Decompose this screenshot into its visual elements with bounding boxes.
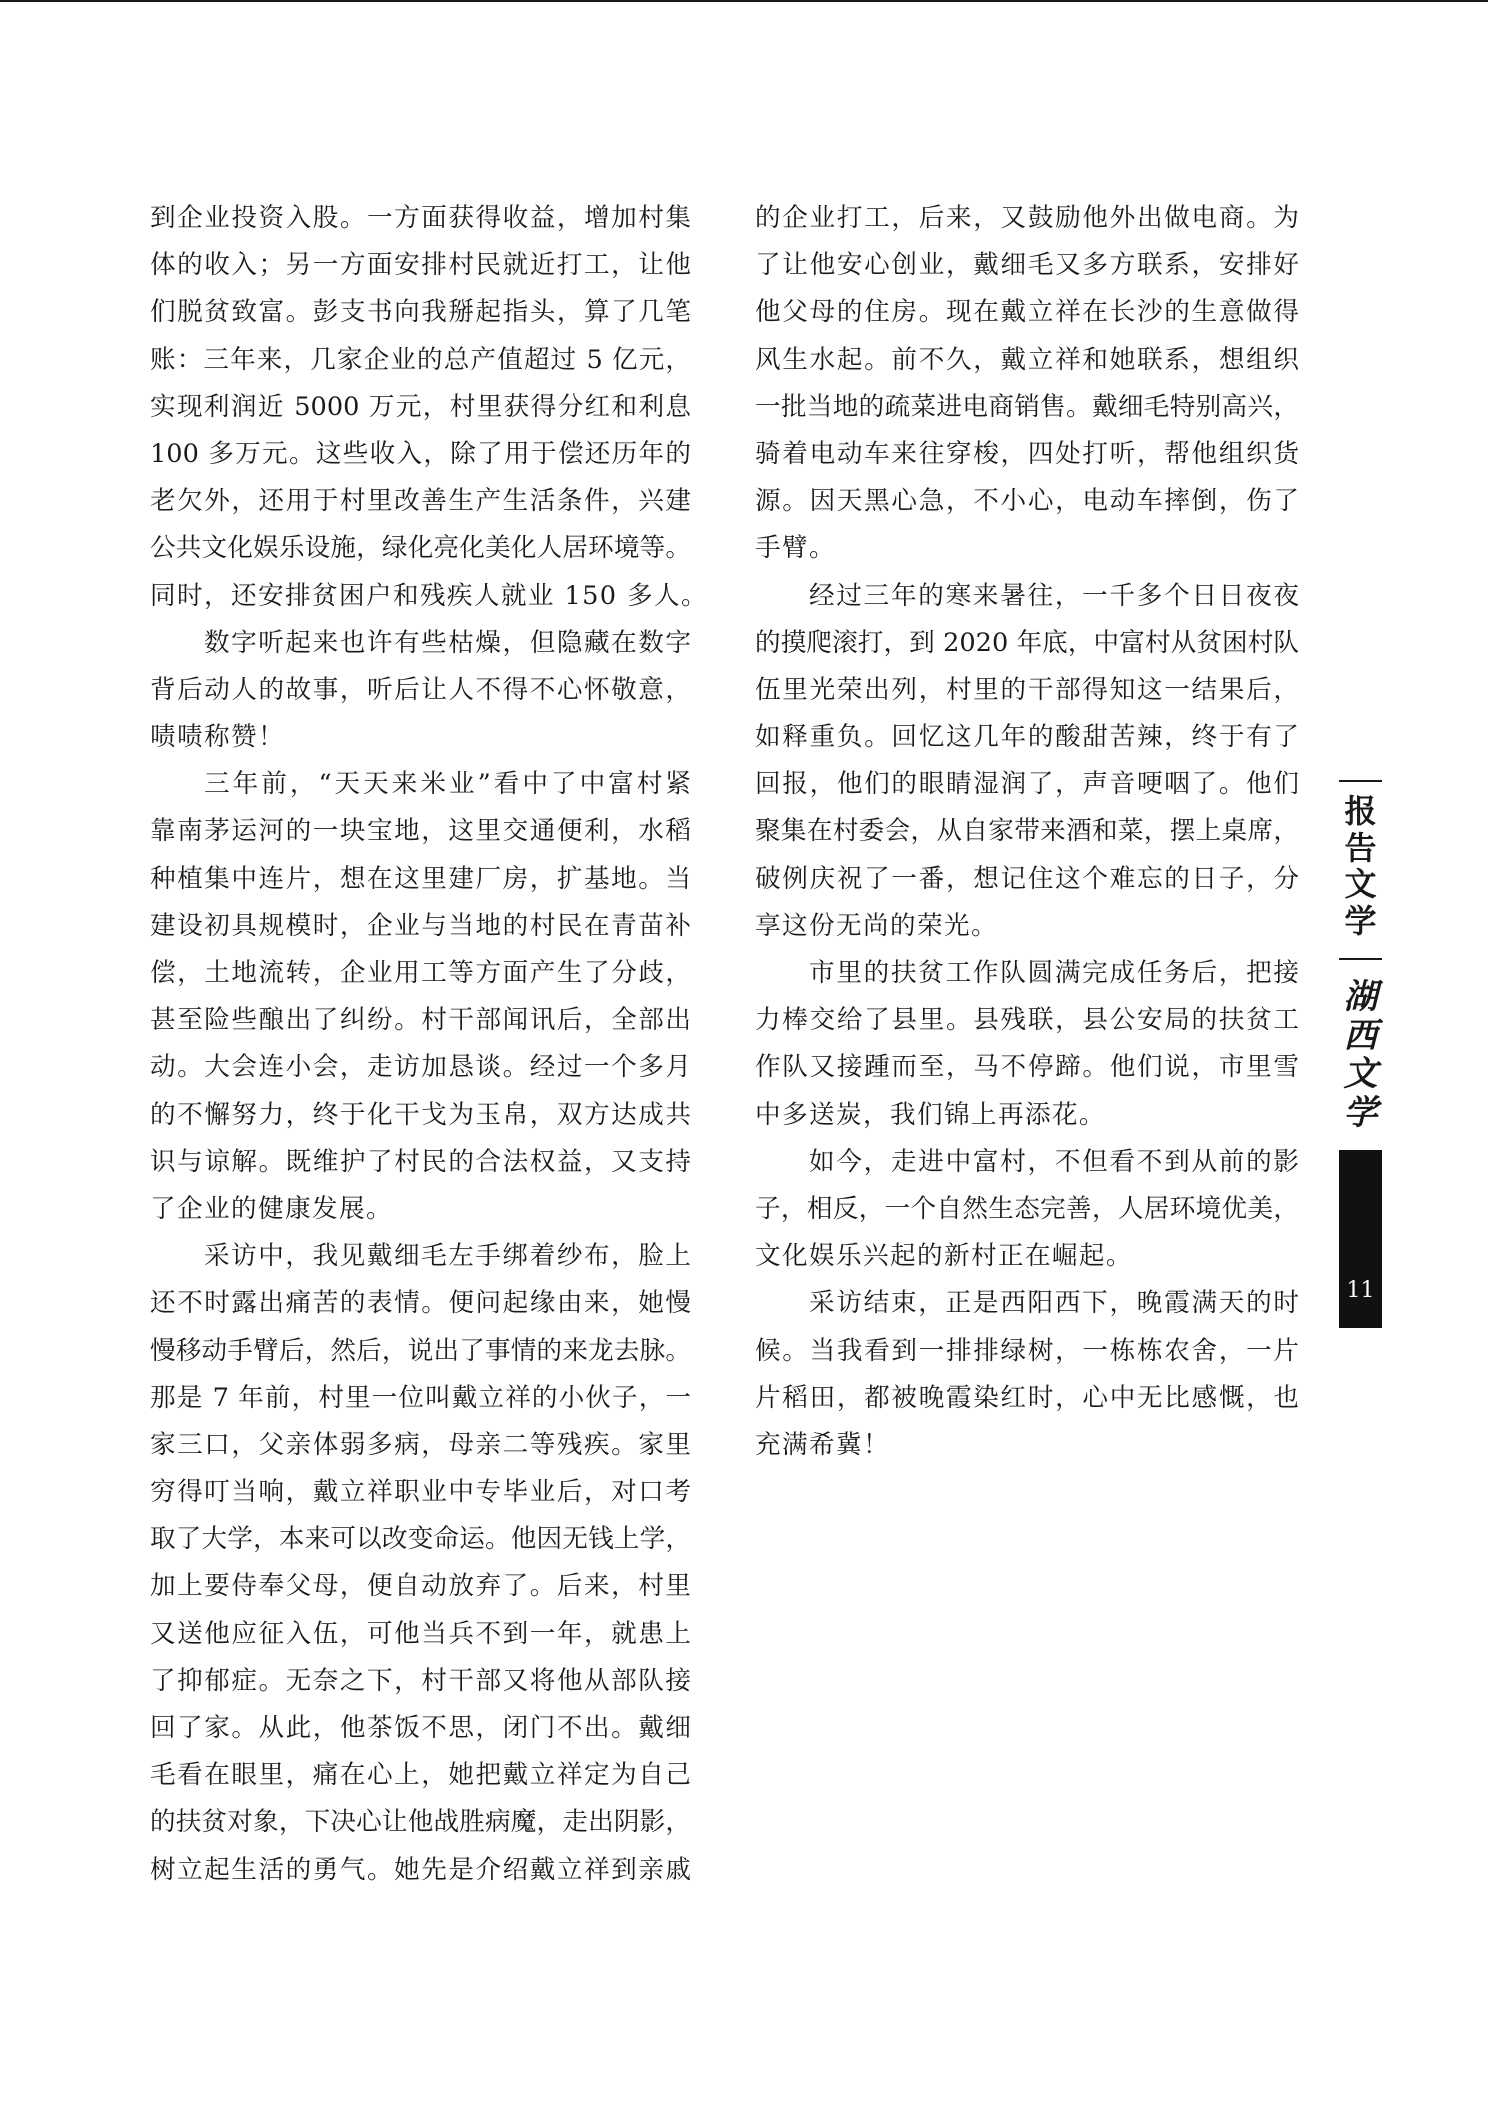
text-line: 加上要侍奉父母，便自动放弃了。后来，村里 [150, 1571, 691, 1602]
magazine-logo: 湖西文学 [1343, 977, 1378, 1133]
text-line: 享这份无尚的荣光。 [755, 910, 998, 941]
text-line: 中多送炭，我们锦上再添花。 [755, 1099, 1106, 1130]
text-line: 子，相反，一个自然生态完善，人居环境优美， [755, 1193, 1299, 1224]
text-line: 慢移动手臂后，然后，说出了事情的来龙去脉。 [150, 1335, 691, 1366]
text-line: 的不懈努力，终于化干戈为玉帛，双方达成共 [150, 1099, 691, 1130]
text-line: 回了家。从此，他茶饭不思，闭门不出。戴细 [150, 1713, 691, 1743]
text-column-right [755, 195, 1299, 1469]
text-line: 了抑郁症。无奈之下，村干部又将他从部队接 [150, 1665, 691, 1696]
text-line: 背后动人的故事，听后让人不得不心怀敬意， [150, 674, 691, 705]
text-line: 穷得叮当响，戴立祥职业中专毕业后，对口考 [150, 1477, 691, 1508]
text-line: 家三口，父亲体弱多病，母亲二等残疾。家里 [150, 1429, 691, 1460]
page-number-box [1339, 1150, 1382, 1328]
text-line: 取了大学，本来可以改变命运。他因无钱上学， [150, 1524, 691, 1555]
text-line: 采访中，我见戴细毛左手绑着纱布，脸上 [204, 1241, 691, 1272]
text-line: 公共文化娱乐设施，绿化亮化美化人居环境等。 [150, 533, 691, 564]
text-line: 数字听起来也许有些枯燥，但隐藏在数字 [204, 627, 691, 658]
text-line: 种植集中连片，想在这里建厂房，扩基地。当 [150, 863, 691, 894]
text-line: 老欠外，还用于村里改善生产生活条件，兴建 [150, 486, 691, 517]
text-line: 采访结束，正是西阳西下，晚霞满天的时 [809, 1288, 1299, 1319]
text-line: 啧啧称赞！ [150, 722, 285, 753]
text-line: 力棒交给了县里。县残联，县公安局的扶贫工 [755, 1005, 1299, 1036]
text-line: 他父母的住房。现在戴立祥在长沙的生意做得 [755, 297, 1299, 328]
text-line: 伍里光荣出列，村里的干部得知这一结果后， [755, 674, 1299, 705]
text-line: 体的收入；另一方面安排村民就近打工，让他 [150, 250, 691, 281]
text-line: 了企业的健康发展。 [150, 1193, 393, 1224]
sidebar-divider-rule [1339, 958, 1382, 960]
text-line: 候。当我看到一排排绿树，一栋栋农舍，一片 [755, 1335, 1299, 1366]
text-line: 又送他应征入伍，可他当兵不到一年，就患上 [150, 1618, 691, 1649]
text-line: 如今，走进中富村，不但看不到从前的影 [809, 1146, 1299, 1177]
text-line: 们脱贫致富。彭支书向我掰起指头，算了几笔 [150, 297, 691, 328]
text-line: 骑着电动车来往穿梭，四处打听，帮他组织货 [755, 438, 1299, 469]
text-line: 实现利润近 5000 万元，村里获得分红和利息 [150, 391, 691, 422]
text-line: 靠南茅运河的一块宝地，这里交通便利，水稻 [150, 816, 691, 847]
text-line: 聚集在村委会，从自家带来酒和菜，摆上桌席， [755, 816, 1299, 847]
text-line: 甚至险些酿出了纠纷。村干部闻讯后，全部出 [150, 1005, 691, 1036]
text-line: 识与谅解。既维护了村民的合法权益，又支持 [150, 1146, 691, 1177]
text-line: 偿，土地流转，企业用工等方面产生了分歧， [150, 958, 691, 988]
text-line: 回报，他们的眼睛湿润了，声音哽咽了。他们 [755, 769, 1299, 800]
text-line: 100 多万元。这些收入，除了用于偿还历年的 [150, 438, 691, 469]
text-line: 的企业打工，后来，又鼓励他外出做电商。为 [755, 203, 1299, 233]
text-line: 风生水起。前不久，戴立祥和她联系，想组织 [755, 344, 1299, 375]
text-line: 经过三年的寒来暑往，一千多个日日夜夜 [809, 580, 1299, 611]
paragraph [150, 1233, 691, 1894]
text-line: 毛看在眼里，痛在心上，她把戴立祥定为自己 [150, 1760, 691, 1791]
text-column-left [150, 195, 709, 1894]
section-label: 报告文学 [1344, 792, 1377, 940]
text-line: 手臂。 [755, 533, 836, 564]
text-line: 的扶贫对象，下决心让他战胜病魔，走出阴影， [150, 1807, 691, 1838]
text-line: 作队又接踵而至，马不停蹄。他们说，市里雪 [755, 1052, 1299, 1083]
paragraph [150, 620, 691, 762]
text-line: 源。因天黑心急，不小心，电动车摔倒，伤了 [755, 486, 1299, 517]
paragraph [150, 195, 709, 620]
text-line: 的摸爬滚打，到 2020 年底，中富村从贫困村队 [755, 627, 1299, 658]
text-line: 动。大会连小会，走访加恳谈。经过一个多月 [150, 1052, 691, 1083]
text-line: 文化娱乐兴起的新村正在崛起。 [755, 1241, 1133, 1272]
text-line: 片稻田，都被晚霞染红时，心中无比感慨，也 [755, 1382, 1299, 1413]
paragraph [150, 761, 691, 1233]
text-line: 账：三年来，几家企业的总产值超过 5 亿元， [150, 344, 691, 375]
text-line: 树立起生活的勇气。她先是介绍戴立祥到亲戚 [150, 1854, 691, 1885]
text-line: 破例庆祝了一番，想记住这个难忘的日子，分 [755, 863, 1299, 894]
sidebar-top-rule [1339, 780, 1382, 782]
text-line: 到企业投资入股。一方面获得收益，增加村集 [150, 203, 691, 233]
text-line: 市里的扶贫工作队圆满完成任务后，把接 [809, 958, 1299, 988]
text-line: 如释重负。回忆这几年的酸甜苦辣，终于有了 [755, 722, 1299, 753]
text-line: 一批当地的疏菜进电商销售。戴细毛特别高兴， [755, 391, 1299, 422]
paragraph [755, 195, 1299, 573]
text-line: 建设初具规模时，企业与当地的村民在青苗补 [150, 910, 691, 941]
paragraph [755, 1280, 1299, 1469]
paragraph [755, 950, 1299, 1139]
text-line: 三年前，“天天来米业”看中了中富村紧 [204, 769, 691, 800]
text-line: 充满希冀！ [755, 1429, 890, 1460]
top-border-rule [0, 0, 1488, 2]
paragraph [755, 573, 1299, 951]
text-line: 还不时露出痛苦的表情。便问起缘由来，她慢 [150, 1288, 691, 1319]
paragraph [755, 1139, 1299, 1281]
text-line: 了让他安心创业，戴细毛又多方联系，安排好 [755, 250, 1299, 281]
page-number: 11 [1346, 1278, 1375, 1303]
text-line: 那是 7 年前，村里一位叫戴立祥的小伙子，一 [150, 1382, 691, 1413]
text-line: 同时，还安排贫困户和残疾人就业 150 多人。 [150, 580, 709, 611]
